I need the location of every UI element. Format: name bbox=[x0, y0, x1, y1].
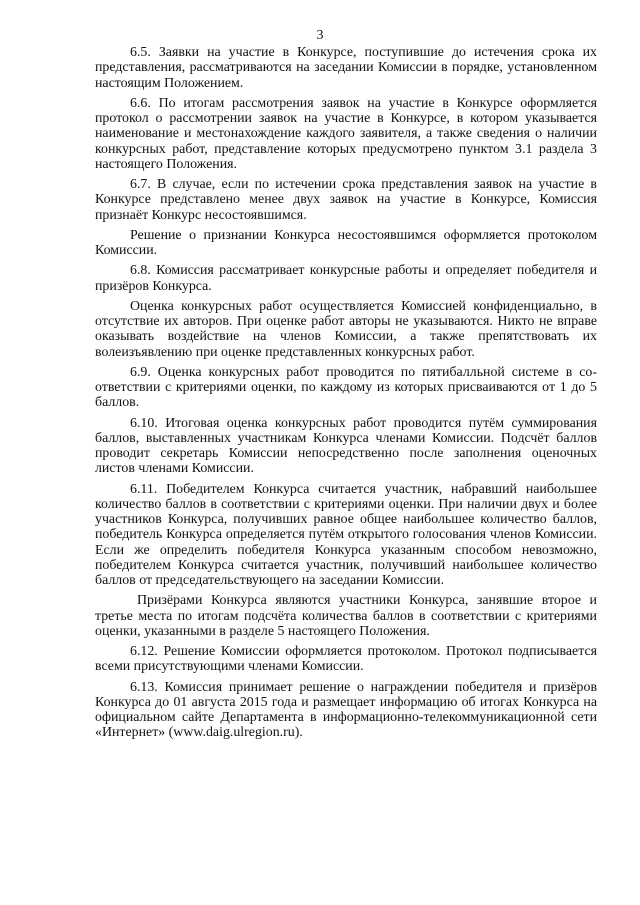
paragraph-6-9: 6.9. Оценка конкурсных работ проводится по пятибалльной системе в соответствии с критериями оценки, по каждому из которых присваиваются от 1 до 5 баллов. bbox=[95, 364, 597, 411]
paragraph-6-7: 6.7. В случае, если по истечении срока представления заявок на участие в Конкурсе представлено менее двух заявок на участие в Конкурсе, Комиссия признаёт Конкурс несостоявшимся. bbox=[95, 177, 597, 223]
paragraph-6-5: 6.5. Заявки на участие в Конкурсе, поступившие до истечения срока их представления, рассматриваются на заседании Комиссии в порядке, установленном настоящим Положением. bbox=[95, 45, 597, 91]
document-body bbox=[95, 45, 597, 741]
paragraph-6-12: 6.12. Решение Комиссии оформляется протоколом. Протокол подписывается всеми присутствующими членами Комиссии. bbox=[95, 644, 597, 675]
paragraph-6-8: 6.8. Комиссия рассматривает конкурсные работы и определяет победителя и призёров Конкурса. bbox=[95, 263, 597, 294]
page-number: 3 bbox=[316, 28, 324, 43]
paragraph-6-6: 6.6. По итогам рассмотрения заявок на участие в Конкурсе оформляется протокол о рассмотрении заявок на участие в Конкурсе, в котором указывается наименование и местонахождение каждого заявителя, а также сведения о наличии конкурсных работ, представление которых предусмотрено пунктом 3.1 раздела 3 настоящего Положения. bbox=[95, 95, 597, 172]
paragraph-6-13: 6.13. Комиссия принимает решение о награждении победителя и призёров Конкурса до 01 августа 2015 года и размещает информацию об итогах Конкурса на официальном сайте Департамента в информационно-телекоммуникационной сети «Интернет» (www.daig.ulregion.ru). bbox=[95, 679, 597, 741]
paragraph-prize-winners: Призёрами Конкурса являются участники Конкурса, занявшие второе и третье места по итогам подсчёта количества баллов в соответствии с критериями оценки, указанными в разделе 5 настоящего Положения. bbox=[95, 593, 597, 639]
paragraph-6-10: 6.10. Итоговая оценка конкурсных работ проводится путём суммирования баллов, выставленных участникам Конкурса членами Комиссии. Подсчёт баллов проводит секретарь Комиссии непосредственно после заполнения оценочных листов членами Комиссии. bbox=[95, 415, 597, 477]
paragraph-6-11: 6.11. Победителем Конкурса считается участник, набравший наибольшее количество баллов в соответствии с критериями оценки. При наличии двух и более участников Конкурса, получивших равное общее наибольшее количество баллов, победитель Конкурса определяется путём открытого голосования членов Комиссии. Если же определить победителя Конкурса указанным способом невозможно, победителем Конкурса считается участник, получивший наибольшее количество баллов от председательствующего на заседании Комиссии. bbox=[95, 481, 597, 588]
paragraph-failed-decision: Решение о признании Конкурса несостоявшимся оформляется протоколом Комиссии. bbox=[95, 227, 597, 258]
paragraph-confidential-evaluation: Оценка конкурсных работ осуществляется Комиссией конфиденциально, в отсутствие их авторов. При оценке работ авторы не указываются. Никто не вправе оказывать воздействие на членов Комиссии, а также препятствовать их волеизъявлению при оценке представленных конкурсных работ. bbox=[95, 298, 597, 360]
